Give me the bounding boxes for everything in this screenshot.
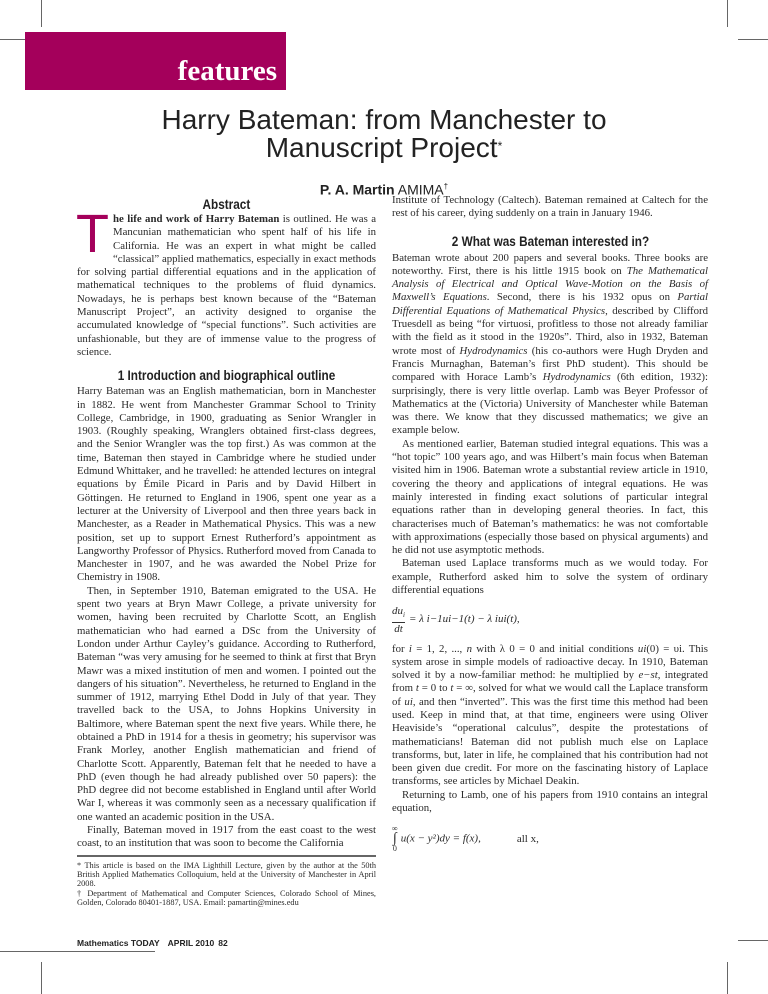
crop-mark: [41, 0, 42, 27]
section1-heading-row: [77, 367, 376, 384]
text-run: Then, in September 1910, Bateman emigrated to the USA. He spent two years at Bryn Mawr College, a private university for women, having been recruited by Charlotte Scott, an English mathematician who had earned a DSc from the University of London under Arthur Cayley’s guidance. According to Rutherford, Bateman “was very amusing for he seemed to think at first that Bryn Mawr was a mixed institution of men and women. I pointed out the dangers of his situation”. Nevertheless, he returned to England in the summer of 1912, marrying Ethel Dodd in July of that year. They travelled back to the USA, to Johns Hopkins University in Baltimore, where Bateman spent the next five years. While there, he obtained a PhD in 1914 for a thesis in geometry; his supervisor was Frank Morley, another English mathematician and friend of Charlotte Scott. Apparently, Bateman felt that he needed to have a PhD (even though he had already published over 50 papers): the PhD degree did not become established in England until after World War I, whereas it was commonly seen as a necessary qualification if one wanted an academic position in the USA.: [77, 584, 376, 823]
section2-heading-row: [392, 233, 708, 250]
section-banner: [25, 32, 286, 90]
section2-heading: 2 What was Bateman interested in?: [451, 232, 649, 249]
derivative-fraction: [392, 605, 405, 634]
title-footnote-mark: *: [497, 139, 503, 153]
text-run: = 1, 2, ...,: [411, 642, 467, 655]
footnote-rule: [77, 855, 376, 857]
condition-text: all x,: [516, 832, 539, 845]
author-footnote-mark: †: [443, 182, 449, 191]
author-name: P. A. Martin: [319, 181, 395, 198]
text-run: (his co-authors were Hugh Dryden and Francis Murnaghan, Bateman’s first PhD student). This should be compared with Horace Lamb’s: [392, 344, 708, 384]
text-run: Bateman wrote about 200 papers and several books. Three books are noteworthy. First, there is his little 1915 book on: [392, 251, 708, 277]
drop-cap: T: [76, 204, 109, 264]
integral-symbol: ∫: [392, 831, 397, 847]
italic-text: t: [415, 682, 419, 695]
italic-text: Partial Differential Equations of Mathematical Physics: [392, 291, 708, 317]
text-run: Returning to Lamb, one of his papers from 1910 contains an integral equation,: [392, 788, 708, 815]
text-run: for: [392, 642, 409, 655]
integral-body: u(x − y²)dy = f(x),: [400, 832, 481, 845]
title-line: Manuscript Project: [265, 132, 498, 163]
text-run: , and then “inverted”. This was the first time this method had been used. Keep in mind that, at that time, engineers were using Oliver Heaviside’s “operational calculus”, despite the protestations of mathematicians! Bateman did not publish much else on Laplace transforms, but, later in life, he complained that his contribution had not been given due credit. For more on the fascinating history of Laplace transforms, see articles by Michael Deakin.: [392, 695, 708, 788]
text-run: (0) = υi. This system arose in simple models of radioactive decay. In 1910, Bateman solved it by a now-familiar method: he multiplied by: [392, 642, 709, 682]
equation-integral: [392, 825, 708, 853]
text-run: Bateman used Laplace transforms much as we would today. For example, Rutherford asked him to solve the system of ordinary differential equations: [392, 557, 708, 597]
integral-sign: [392, 825, 398, 853]
fraction-numerator: du: [392, 605, 403, 618]
italic-text: ui: [404, 695, 413, 708]
text-run: , integrated from: [392, 669, 708, 695]
text-run: Finally, Bateman moved in 1917 from the east coast to the west coast, to an institution that was soon to become the California: [77, 824, 376, 850]
italic-text: Hydrodynamics: [459, 344, 528, 357]
numerator-subscript: i: [403, 611, 405, 620]
left-column: [77, 196, 376, 851]
article-title: [0, 106, 768, 162]
journal-name: Mathematics TODAY: [77, 937, 160, 948]
section-label: features: [177, 55, 277, 87]
integral-upper-limit: ∞: [392, 824, 398, 834]
equation-decay: [392, 605, 708, 634]
text-run: = 0 to: [418, 682, 451, 695]
italic-text: Hydrodynamics: [542, 371, 611, 384]
right-column: [392, 194, 708, 861]
text-run: = ∞, solved for what we would call the Laplace transform of: [392, 682, 709, 708]
author-suffix: AMIMA: [397, 181, 444, 198]
crop-mark: [727, 0, 728, 27]
italic-text: t: [450, 682, 454, 695]
text-run: Harry Bateman was an English mathematician, born in Manchester in 1882. He went from Manchester Grammar School to Trinity College, Cambridge, in 1900, graduating as Senior Wrangler in 1903. (Roughly speaking, Wranglers obtained first-class degrees, and the Senior Wrangler was the top first.) As was common at the time, Bateman then stayed in Cambridge where he studied under Edmund Whittaker, and he travelled: he attended lectures on integral equations by Émile Picard in Paris and by David Hilbert in Göttingen. He returned to England in 1906, spent one year as a lecturer at the University of Liverpool and then three years back in Manchester, as a Reader in Mathematical Physics. This was a new position, set up to support Ernest Rutherford’s appointment as Langworthy Professor of Physics. Rutherford moved from Canada to Manchester in 1907, and he was awarded the Nobel Prize for Chemistry in 1908.: [77, 385, 376, 584]
page-number: 82: [218, 937, 228, 948]
italic-text: i: [408, 642, 412, 655]
crop-mark: [41, 962, 42, 994]
fraction-denominator: dt: [394, 622, 403, 635]
text-run: (6th edition, 1932): surprisingly, there is very little overlap. Lamb was Beyer Professor of Mathematics at the (Victoria) University of Manchester while Bateman was there. We know that they discussed mathematics; we give an example below.: [392, 371, 708, 437]
paragraph: [392, 438, 708, 558]
footer-rule: [0, 951, 155, 952]
page-footer: [77, 938, 376, 948]
italic-text: n: [466, 642, 472, 655]
title-line: Harry Bateman: from Manchester to: [161, 104, 607, 135]
issue-date: APRIL 2010: [167, 937, 215, 948]
text-run: . Second, there is his 1932 opus on: [486, 291, 678, 304]
paragraph: [77, 585, 376, 824]
section1-heading: 1 Introduction and biographical outline: [117, 367, 336, 384]
paragraph: [392, 557, 708, 597]
text-run: Institute of Technology (Caltech). Bateman remained at Caltech for the rest of his career, dying suddenly on a train in January 1946.: [392, 194, 708, 220]
text-run: As mentioned earlier, Bateman studied integral equations. This was a “hot topic” 100 years ago, and was Hilbert’s main focus when Bateman visited him in 1906. Bateman wrote a substantial review article in 1910, covering the theory and applications of integral equations. He was mainly interested in finding exact solutions of particular integral equations rather than in developing general theories. In fact, this characterises much of Bateman’s mathematics: he was not comfortable with approximations (especially those based on physical arguments) and he did not use asymptotic methods.: [392, 437, 708, 557]
text-run: with λ 0 = 0 and initial conditions: [471, 642, 638, 655]
left-column-wrapper: [77, 196, 376, 952]
footnote: * This article is based on the IMA Lighthill Lecture, given by the author at the 50th British Applied Mathematics Colloquium, held at the University of Manchester in April 2008.: [77, 860, 376, 889]
paragraph: [77, 385, 376, 584]
crop-mark: [738, 39, 768, 40]
italic-text: e−st: [638, 669, 658, 682]
equation-condition: [517, 833, 539, 845]
crop-mark: [727, 962, 728, 994]
crop-mark: [0, 39, 28, 40]
paragraph: [392, 789, 708, 816]
integral-lower-limit: 0: [392, 844, 397, 854]
footnote: † Department of Mathematical and Computer Sciences, Colorado School of Mines, Golden, Colorado 80401-1887, USA. Email: pamartin@mines.edu: [77, 888, 376, 908]
equation-rhs: = λ i−1ui−1(t) − λ iui(t),: [408, 613, 520, 626]
paragraph: [392, 643, 708, 789]
italic-text: The Mathematical Analysis of Electrical and Optical Wave-Motion on the Basis of Maxwell’s Equations: [392, 264, 708, 304]
paragraph: [77, 824, 376, 851]
bold-text: he life and work of Harry Bateman: [113, 213, 280, 225]
abstract-heading-row: [77, 196, 376, 213]
paragraph: [392, 194, 708, 221]
paragraph: [392, 252, 708, 438]
crop-mark: [738, 940, 768, 941]
italic-text: ui: [637, 642, 647, 655]
text-run: , described by Clifford Truesdell as being “for virtuosi, profitless to those not already familiar with the field as it stood in the 1920s”. Third, also in 1932, Bateman wrote most of: [392, 304, 708, 357]
footnotes: [77, 861, 376, 908]
abstract-heading: Abstract: [202, 196, 251, 212]
text-run: is outlined. He was a Mancunian mathematician who spent half of his life in California. He was an expert in what might be called “classical” applied mathematics, especially in exact methods for solving partial differential equations and in the application of mathematical techniques to the problems of fluid dynamics. Nowadays, he is perhaps best known because of the “Bateman Manuscript Project”, an activity designed to organise the accumulated knowledge of “special functions”. Such activities are unfashionable, but they are of immense value to the progress of science.: [77, 213, 376, 358]
